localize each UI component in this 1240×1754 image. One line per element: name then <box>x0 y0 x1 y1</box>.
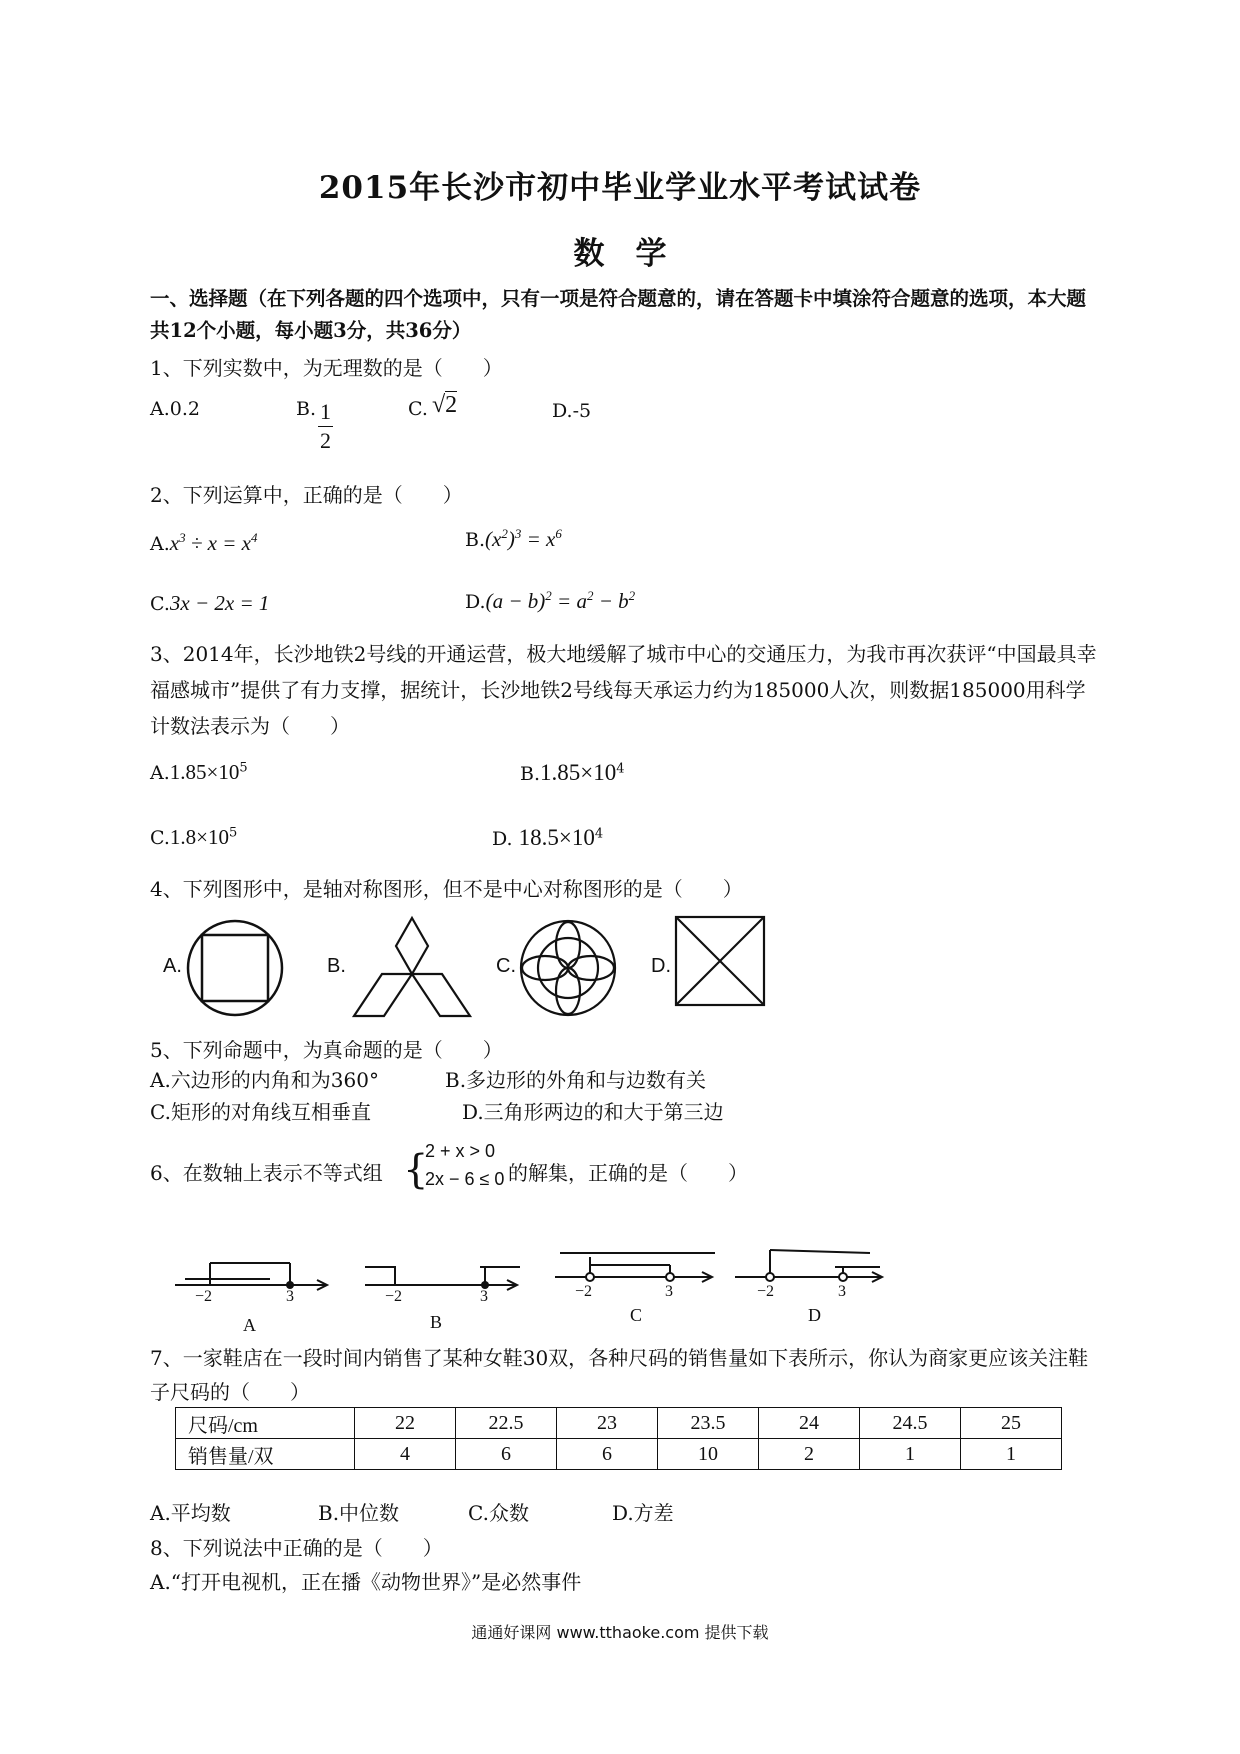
q3-option-a-exponent: 5 <box>239 760 248 776</box>
table-row-header: 尺码/cm <box>176 1408 355 1439</box>
table-cell: 10 <box>658 1439 759 1470</box>
q6-b-label: B <box>430 1312 443 1332</box>
q7-option-a: A.平均数 <box>150 1501 231 1525</box>
q4-figure-a-label: A. <box>163 955 182 977</box>
q2-option-b-label: B. <box>465 529 486 551</box>
table-cell: 24 <box>759 1408 860 1439</box>
q7-option-d: D.方差 <box>612 1501 674 1525</box>
q3-option-b-exponent: 4 <box>616 761 625 777</box>
table-cell: 23 <box>557 1408 658 1439</box>
section-instructions: 一、选择题（在下列各题的四个选项中，只有一项是符合题意的，请在答题卡中填涂符合题意的选项，本大题共12个小题，每小题3分，共36分） <box>150 287 1087 342</box>
q1-option-a: A.0.2 <box>150 398 200 420</box>
q4-figure-d-label: D. <box>651 955 671 977</box>
q6-a-label: A <box>243 1315 256 1335</box>
q3-option-d-label: D. <box>492 828 513 850</box>
inequality-line-1: 2 + x > 0 <box>425 1141 496 1161</box>
sqrt-icon: √ <box>432 392 446 418</box>
q7-option-c: C.众数 <box>468 1501 529 1525</box>
q3-option-d-value: 18.5×10 <box>518 825 595 850</box>
exam-title: 2015年长沙市初中毕业学业水平考试试卷 <box>318 170 922 206</box>
inequality-system <box>425 1137 504 1193</box>
q3-option-d-exponent: 4 <box>594 826 604 842</box>
q4-figure-a-circle-with-square <box>185 918 285 1018</box>
q6-c-tick-right: 3 <box>665 1283 673 1300</box>
table-cell: 22.5 <box>456 1408 557 1439</box>
question-7-stem: 7、一家鞋店在一段时间内销售了某种女鞋30双，各种尺码的销售量如下表所示，你认为商家更应该关注鞋子尺码的（ ） <box>150 1346 1089 1404</box>
q3-option-c <box>150 825 237 850</box>
shoe-sales-table <box>175 1407 1062 1470</box>
q2-option-b-formula: $(x^2)^3 = x^6$ <box>485 526 562 551</box>
question-3-stem: 3、2014年，长沙地铁2号线的开通运营，极大地缓解了城市中心的交通压力，为我市再次获评“中国最具幸福感城市”提供了有力支撑，据统计，长沙地铁2号线每天承运力约为185000人次，则数据185000用科学计数法表示为（ ） <box>150 642 1097 738</box>
table-cell: 4 <box>355 1439 456 1470</box>
table-cell: 6 <box>557 1439 658 1470</box>
q6-b-tick-left: −2 <box>385 1288 403 1305</box>
q2-option-b <box>465 526 562 552</box>
q5-option-a: A.六边形的内角和为360° <box>150 1068 379 1092</box>
question-6-stem-prefix: 6、在数轴上表示不等式组 <box>150 1161 383 1185</box>
q4-figure-b-label: B. <box>327 955 346 977</box>
q4-figure-c-label: C. <box>496 955 516 977</box>
table-row-header: 销售量/双 <box>176 1439 355 1470</box>
subject-heading: 数 学 <box>573 236 667 272</box>
q2-option-c <box>150 591 269 616</box>
q3-option-b-value: 1.85×10 <box>540 760 617 785</box>
table-cell: 2 <box>759 1439 860 1470</box>
q4-figure-b-three-rhombi <box>352 918 472 1018</box>
q2-option-a-label: A. <box>150 533 170 555</box>
q6-a-tick-left: −2 <box>195 1288 213 1305</box>
q6-c-label: C <box>630 1305 643 1325</box>
q8-option-a: A.“打开电视机，正在播《动物世界》”是必然事件 <box>150 1570 582 1594</box>
table-cell: 25 <box>961 1408 1062 1439</box>
inequality-line-2: 2x − 6 ≤ 0 <box>425 1169 505 1189</box>
q1-option-b-label: B. <box>296 398 317 420</box>
table-cell: 23.5 <box>658 1408 759 1439</box>
q3-option-a-value: 1.85×10 <box>169 760 240 784</box>
q5-option-c: C.矩形的对角线互相垂直 <box>150 1100 371 1124</box>
q3-option-b-label: B. <box>520 763 541 785</box>
fraction-denominator: 2 <box>320 428 331 453</box>
q5-option-b: B.多边形的外角和与边数有关 <box>445 1068 707 1092</box>
q5-option-d: D.三角形两边的和大于第三边 <box>462 1100 724 1124</box>
q1-option-b-fraction <box>318 398 333 455</box>
q3-option-c-exponent: 5 <box>229 825 238 841</box>
question-8-stem: 8、下列说法中正确的是（ ） <box>150 1536 443 1560</box>
radicand: 2 <box>445 392 458 418</box>
q3-option-a-label: A. <box>150 762 170 784</box>
table-cell: 24.5 <box>860 1408 961 1439</box>
q6-a-tick-right: 3 <box>286 1288 294 1305</box>
question-5-stem: 5、下列命题中，为真命题的是（ ） <box>150 1038 503 1062</box>
q3-option-c-label: C. <box>150 827 170 849</box>
page-footer: 通通好课网 www.tthaoke.com 提供下载 <box>471 1623 769 1642</box>
question-4-stem: 4、下列图形中，是轴对称图形，但不是中心对称图形的是（ ） <box>150 877 743 901</box>
fraction-numerator: 1 <box>318 398 333 427</box>
q3-option-d <box>492 825 603 851</box>
q4-figure-c-circle-with-petals <box>518 918 618 1018</box>
table-cell: 22 <box>355 1408 456 1439</box>
q2-option-d <box>465 588 635 614</box>
q3-option-b <box>520 760 625 786</box>
q2-option-a-formula: $x^3 \div x = x^4$ <box>169 530 258 555</box>
q6-d-label: D <box>808 1305 821 1325</box>
table-cell: 1 <box>860 1439 961 1470</box>
q1-option-c-sqrt <box>432 392 457 419</box>
q2-option-d-formula: $(a - b)^2 = a^2 - b^2$ <box>485 588 636 613</box>
q7-option-b: B.中位数 <box>318 1501 400 1525</box>
q6-b-tick-right: 3 <box>480 1288 488 1305</box>
q6-c-tick-left: −2 <box>575 1283 593 1300</box>
q4-figure-d-square-with-diagonals <box>675 916 767 1008</box>
q3-option-a <box>150 760 248 785</box>
table-row <box>176 1408 1062 1439</box>
question-6-stem-suffix: 的解集，正确的是（ ） <box>508 1161 748 1185</box>
brace-icon: { <box>403 1147 429 1193</box>
q2-option-a <box>150 530 257 556</box>
q1-option-c-label: C. <box>408 398 428 420</box>
q2-option-c-formula: 3x − 2x = 1 <box>169 591 270 615</box>
q6-d-tick-right: 3 <box>838 1283 846 1300</box>
q3-option-c-value: 1.8×10 <box>169 825 229 849</box>
q1-option-d: D.-5 <box>552 400 592 422</box>
q2-option-d-label: D. <box>465 591 486 613</box>
table-cell: 6 <box>456 1439 557 1470</box>
question-2-stem: 2、下列运算中，正确的是（ ） <box>150 483 463 507</box>
table-cell: 1 <box>961 1439 1062 1470</box>
q2-option-c-label: C. <box>150 593 170 615</box>
question-1-stem: 1、下列实数中，为无理数的是（ ） <box>150 356 503 380</box>
q6-d-tick-left: −2 <box>757 1283 775 1300</box>
table-row <box>176 1439 1062 1470</box>
